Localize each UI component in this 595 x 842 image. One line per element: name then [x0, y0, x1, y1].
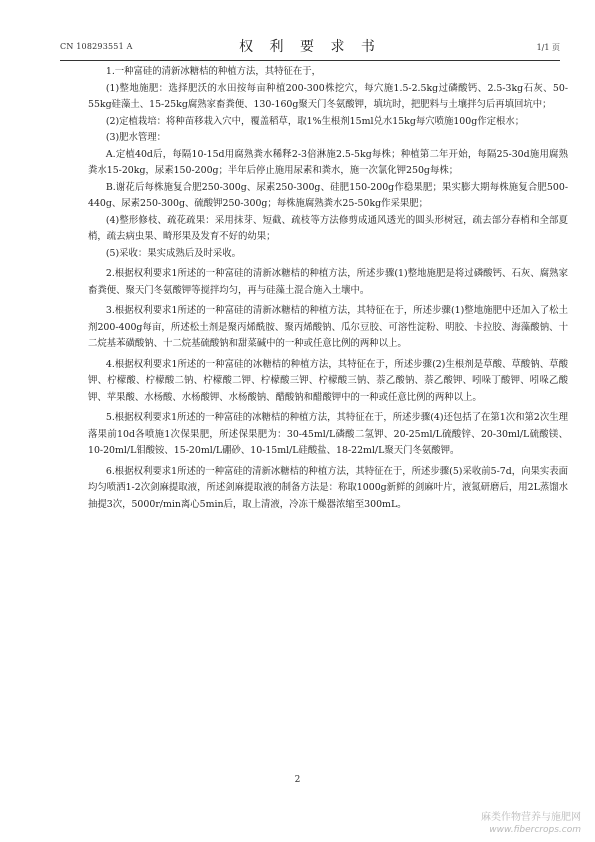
- claim-5: 5.根据权利要求1所述的一种富硅的冰糖桔的种植方法，其特征在于，所述步骤(4)还包括了在第1次和第2次生理落果前10d各喷施1次保果肥，所述保果肥为：30-45ml/L磷酸二氢钾、20-25ml/L硫酸锌、20-30ml/L硫酸镁、10-20ml/L钼酸铵、15-20ml/L硼砂、10-15ml/L硅酸盐、18-22ml/L聚天门冬氨酸钾。: [88, 412, 568, 456]
- claim-2: 2.根据权利要求1所述的一种富硅的清新冰糖桔的种植方法，所述步骤(1)整地施肥是将过磷酸钙、石灰、腐熟家畜粪便、聚天门冬氨酸钾等搅拌均匀，再与硅藻土混合施入土壤中。: [88, 268, 568, 296]
- claim-1-step-3a: A.定植40d后，每隔10-15d用腐熟粪水稀释2-3倍淋施2.5-5kg每株；种植第二年开始，每隔25-30d施用腐熟粪水15-20kg，尿素150-200g；半年后停止施用尿素和粪水，施一次氯化钾250g每株；: [88, 148, 568, 176]
- header-divider: [60, 60, 560, 61]
- publication-number: CN 108293551 A: [60, 42, 133, 51]
- claim-1-step-4: (4)整形修枝、疏花疏果：采用抹芽、短截、疏枝等方法修剪成通风透光的圆头形树冠，疏去部分春梢和全部夏梢，疏去病虫果、畸形果及发育不好的幼果；: [88, 214, 568, 242]
- page-number: 2: [294, 775, 301, 785]
- claim-1-step-2: (2)定植栽培：将种苗移栽入穴中，覆盖稻草，取1%生根剂15ml兑水15kg每穴喷施100g作定根水；: [105, 115, 525, 127]
- claim-1-intro: 1.一种富硅的清新冰糖桔的种植方法，其特征在于，: [105, 66, 322, 77]
- claims-body: [88, 64, 568, 513]
- claim-1-step-5: (5)采收：果实成熟后及时采收。: [105, 247, 242, 259]
- claim-1-step-3: (3)肥水管理：: [105, 132, 167, 143]
- site-watermark: [481, 812, 581, 836]
- claim-6: 6.根据权利要求1所述的一种富硅的清新冰糖桔的种植方法，其特征在于，所述步骤(5)采收前5-7d，向果实表面均匀喷洒1-2次剑麻提取液，所述剑麻提取液的制备方法是：称取1000g新鲜的剑麻叶片，液氮研磨后，用2L蒸馏水抽提3次，5000r/min离心5min后，取上清液，冷冻干燥器浓缩至300mL。: [88, 465, 568, 510]
- page-header: [60, 36, 560, 58]
- watermark-site-name: 麻类作物营养与施肥网: [481, 812, 581, 823]
- page-info: 1/1 页: [536, 43, 560, 52]
- claim-1-step-1: (1)整地施肥：选择肥沃的水田按每亩种植200-300株挖穴，每穴施1.5-2.5kg过磷酸钙、2.5-3kg石灰、50-55kg硅藻土、15-25kg腐熟家畜粪便、130-160g聚天门冬氨酸钾，填坑时，把肥料与土壤拌匀后再填回坑中；: [88, 82, 568, 110]
- watermark-url: www.fibercrops.com: [489, 825, 581, 835]
- claim-1-step-3b: B.谢花后每株施复合肥250-300g、尿素250-300g、硅肥150-200g作稳果肥；果实膨大期每株施复合肥500-440g、尿素250-300g、硫酸钾250-300g；每株施腐熟粪水25-50kg作采果肥；: [88, 181, 568, 209]
- document-title: 权 利 要 求 书: [239, 39, 381, 55]
- claim-3: 3.根据权利要求1所述的一种富硅的清新冰糖桔的种植方法，其特征在于，所述步骤(1)整地施肥中还加入了松土剂200-400g每亩，所述松土剂是聚丙烯酰胺、聚丙烯酸钠、瓜尔豆胶、可溶性淀粉、明胶、卡拉胶、海藻酸钠、十二烷基苯磺酸钠、十二烷基硫酸钠和甜菜碱中的一种或任意比例的两种以上。: [88, 305, 568, 349]
- claim-4: 4.根据权利要求1所述的一种富硅的冰糖桔的种植方法，其特征在于，所述步骤(2)生根剂是草酸、草酸钠、草酸钾、柠檬酸、柠檬酸二钠、柠檬酸二钾、柠檬酸三钾、柠檬酸三钠、萘乙酸钠、萘乙酸钾、吲哚丁酸钾、吲哚乙酸钾、苹果酸、水杨酸、水杨酸钾、水杨酸钠、醋酸钠和醋酸钾中的一种或任意比例的两种以上。: [88, 358, 568, 403]
